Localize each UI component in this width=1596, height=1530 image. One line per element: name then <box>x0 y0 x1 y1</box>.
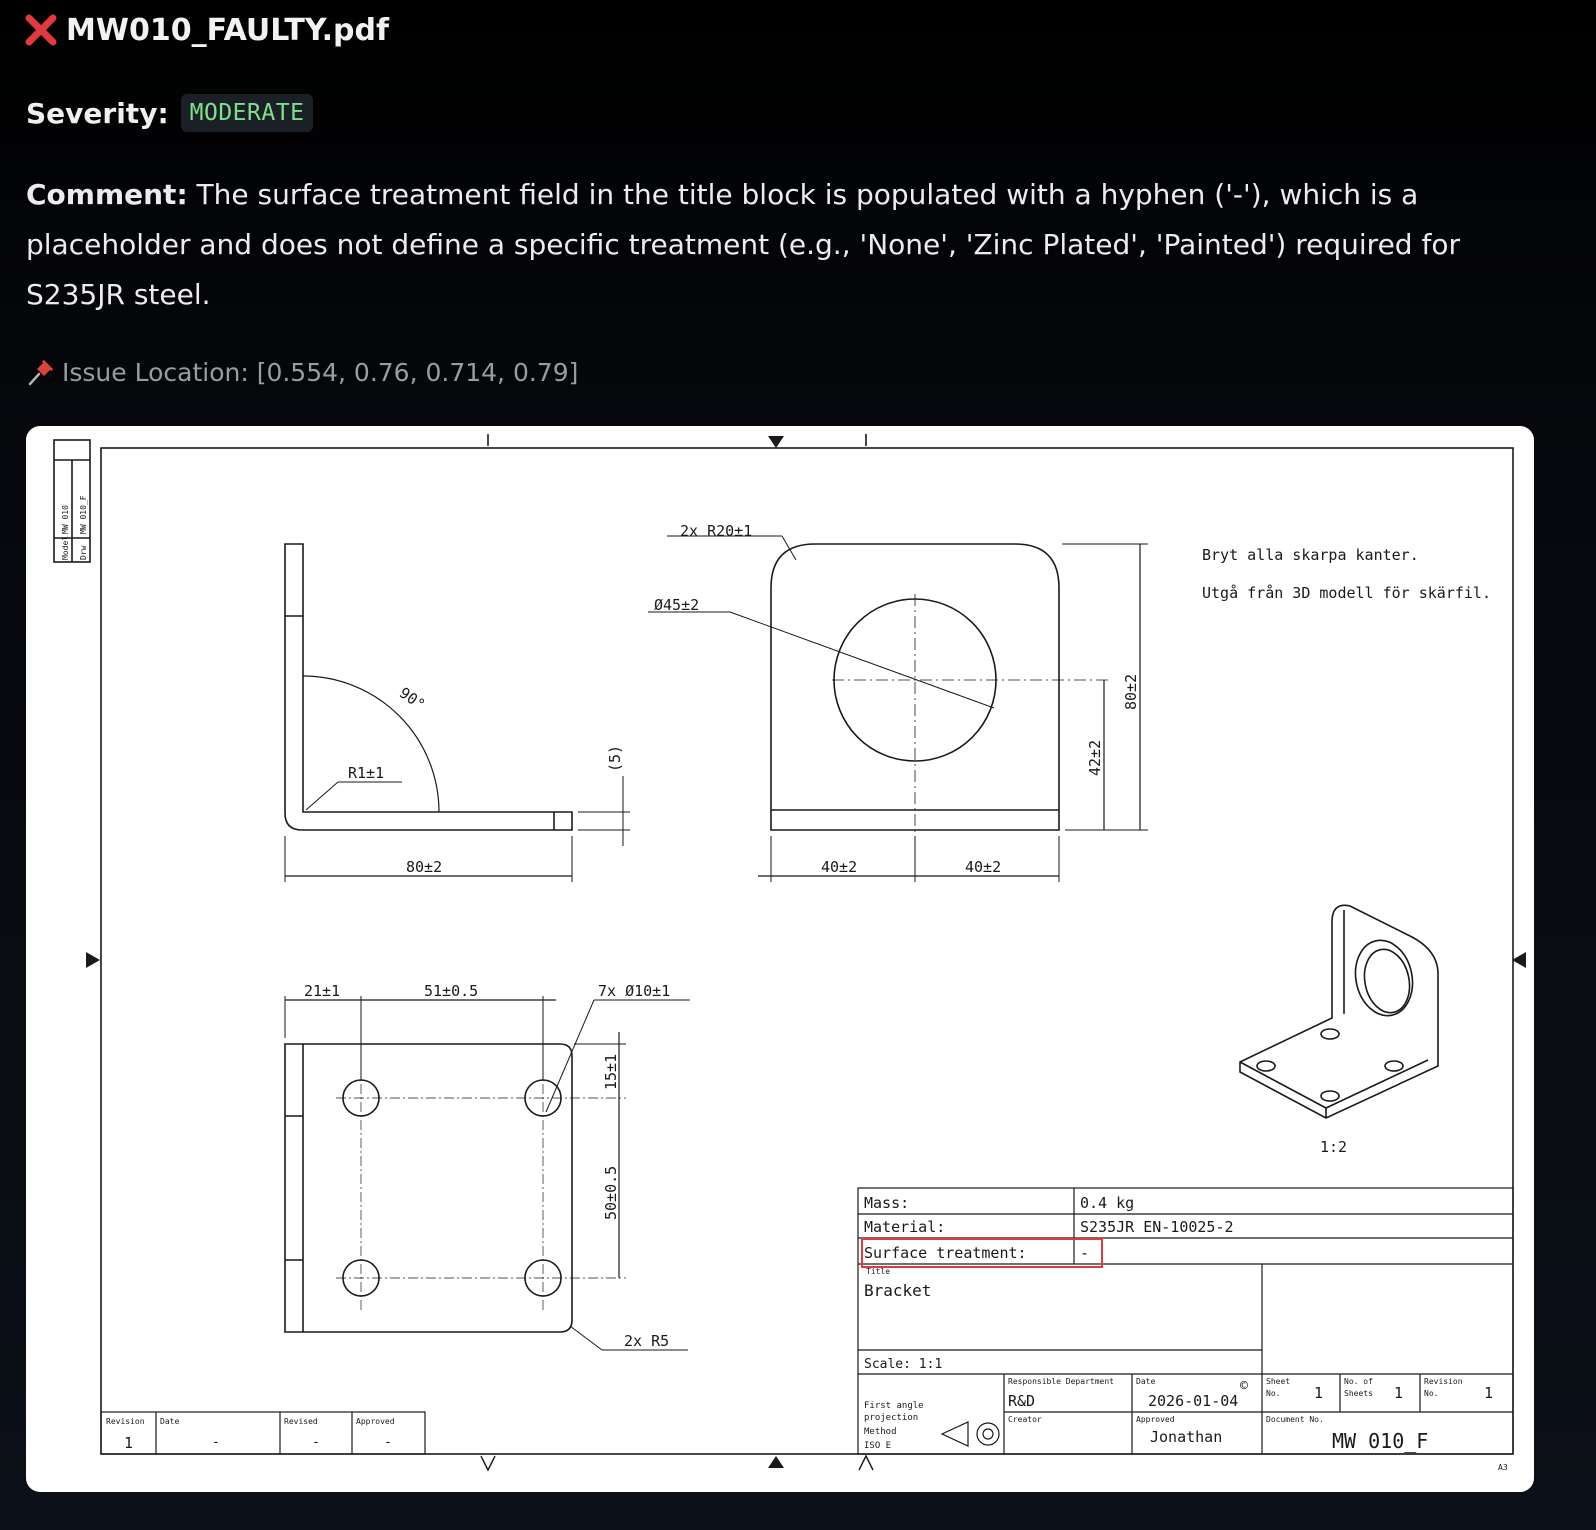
paper-size: A3 <box>1498 1463 1508 1472</box>
no-sheets-value: 1 <box>1394 1384 1404 1402</box>
center-mark-right <box>1512 952 1526 968</box>
dim-bend-radius: R1±1 <box>348 764 385 782</box>
dim-corner-r5: 2x R5 <box>624 1332 670 1350</box>
rev-date-value: - <box>212 1435 220 1450</box>
revision-no-label-2: No. <box>1424 1389 1439 1398</box>
center-mark-top <box>768 436 784 448</box>
center-mark-left <box>86 952 100 968</box>
mass-label: Mass: <box>864 1194 910 1212</box>
surface-treatment-label: Surface treatment: <box>864 1244 1027 1262</box>
revision-no-label-1: Revision <box>1424 1377 1463 1386</box>
no-sheets-label-2: Sheets <box>1344 1389 1373 1398</box>
sheet-no-label-2: No. <box>1266 1389 1281 1398</box>
title-label: Title <box>866 1267 891 1276</box>
pin-icon <box>26 357 56 387</box>
dim-height-42: 42±2 <box>1086 739 1104 776</box>
dim-pitch-51: 51±0.5 <box>424 982 479 1000</box>
rev-approved-value: - <box>384 1435 392 1450</box>
rev-revision-value: 1 <box>124 1434 134 1452</box>
material-value: S235JR EN-10025-2 <box>1080 1218 1234 1236</box>
first-angle-1: First angle <box>864 1401 924 1411</box>
drawing-sheet <box>26 426 1534 1492</box>
comment <box>26 170 1546 320</box>
first-angle-3: Method <box>864 1427 897 1437</box>
center-mark-bottom <box>768 1456 784 1468</box>
first-angle-2: projection <box>864 1413 919 1423</box>
x-icon <box>24 13 58 47</box>
iso-scale: 1:2 <box>1320 1138 1348 1156</box>
dim-edge-15: 15±1 <box>602 1053 620 1090</box>
dim-pitch-50: 50±0.5 <box>602 1165 620 1220</box>
approved-label: Approved <box>1136 1415 1175 1424</box>
dim-height-80: 80±2 <box>1122 673 1140 710</box>
side-drw-label: Drw <box>79 545 88 560</box>
rev-revised-label: Revised <box>284 1417 318 1426</box>
doc-no-label: Document No. <box>1266 1415 1324 1424</box>
isometric-view <box>1240 905 1438 1118</box>
date-value: 2026-01-04 <box>1148 1392 1239 1410</box>
scale-label: Scale: 1:1 <box>864 1357 943 1372</box>
rev-revision-label: Revision <box>106 1417 145 1426</box>
severity-badge: MODERATE <box>181 94 314 132</box>
revision-no-value: 1 <box>1484 1384 1494 1402</box>
severity-row <box>26 90 313 136</box>
dim-angle: 90° <box>395 683 429 714</box>
severity-label: Severity: <box>26 96 169 130</box>
copyright-mark: © <box>1240 1379 1248 1394</box>
resp-dept-label: Responsible Department <box>1008 1377 1114 1386</box>
rev-date-label: Date <box>160 1417 180 1426</box>
dim-edge-21: 21±1 <box>304 982 341 1000</box>
comment-text: The surface treatment field in the title block is populated with a hyphen ('-'), which is a placeholder and does not define a specific treatment (e.g., 'None', 'Zinc Plated', 'Painted') required for S235JR steel. <box>26 178 1460 311</box>
dim-holes-7x: 7x Ø10±1 <box>598 982 671 1000</box>
date-label: Date <box>1136 1377 1156 1386</box>
front-view <box>648 536 1148 882</box>
comment-label: Comment: <box>26 178 188 211</box>
side-drw-value: MW 010_F <box>79 495 88 534</box>
title-value: Bracket <box>864 1281 932 1300</box>
dim-length-80: 80±2 <box>406 858 443 876</box>
note-line-2: Utgå från 3D modell för skärfil. <box>1202 584 1491 602</box>
file-name: MW010_FAULTY.pdf <box>66 12 390 48</box>
side-view <box>285 544 630 882</box>
technical-drawing <box>26 426 1534 1492</box>
dim-radius-top: 2x R20±1 <box>680 522 753 540</box>
side-model-label: Model <box>61 535 70 560</box>
note-line-1: Bryt alla skarpa kanter. <box>1202 546 1419 564</box>
resp-dept-value: R&D <box>1008 1392 1036 1410</box>
doc-no-value: MW 010_F <box>1332 1429 1429 1453</box>
top-view <box>285 996 690 1350</box>
no-sheets-label-1: No. of <box>1344 1377 1373 1386</box>
first-angle-4: ISO E <box>864 1441 892 1451</box>
rev-approved-label: Approved <box>356 1417 395 1426</box>
file-title <box>24 8 389 52</box>
dim-half-right: 40±2 <box>965 858 1002 876</box>
sheet-no-label-1: Sheet <box>1266 1377 1291 1386</box>
sheet-no-value: 1 <box>1314 1384 1324 1402</box>
surface-treatment-value: - <box>1080 1244 1090 1262</box>
rev-revised-value: - <box>312 1435 320 1450</box>
approved-value: Jonathan <box>1150 1428 1223 1446</box>
issue-location <box>26 352 578 392</box>
dim-thickness: (5) <box>606 744 624 772</box>
mass-value: 0.4 kg <box>1080 1194 1135 1212</box>
dim-hole-diameter: Ø45±2 <box>654 596 700 614</box>
material-label: Material: <box>864 1218 946 1236</box>
dim-half-left: 40±2 <box>821 858 858 876</box>
side-model-value: MW 010 <box>61 505 70 534</box>
location-text: Issue Location: [0.554, 0.76, 0.714, 0.79] <box>62 357 579 387</box>
creator-label: Creator <box>1008 1415 1042 1424</box>
